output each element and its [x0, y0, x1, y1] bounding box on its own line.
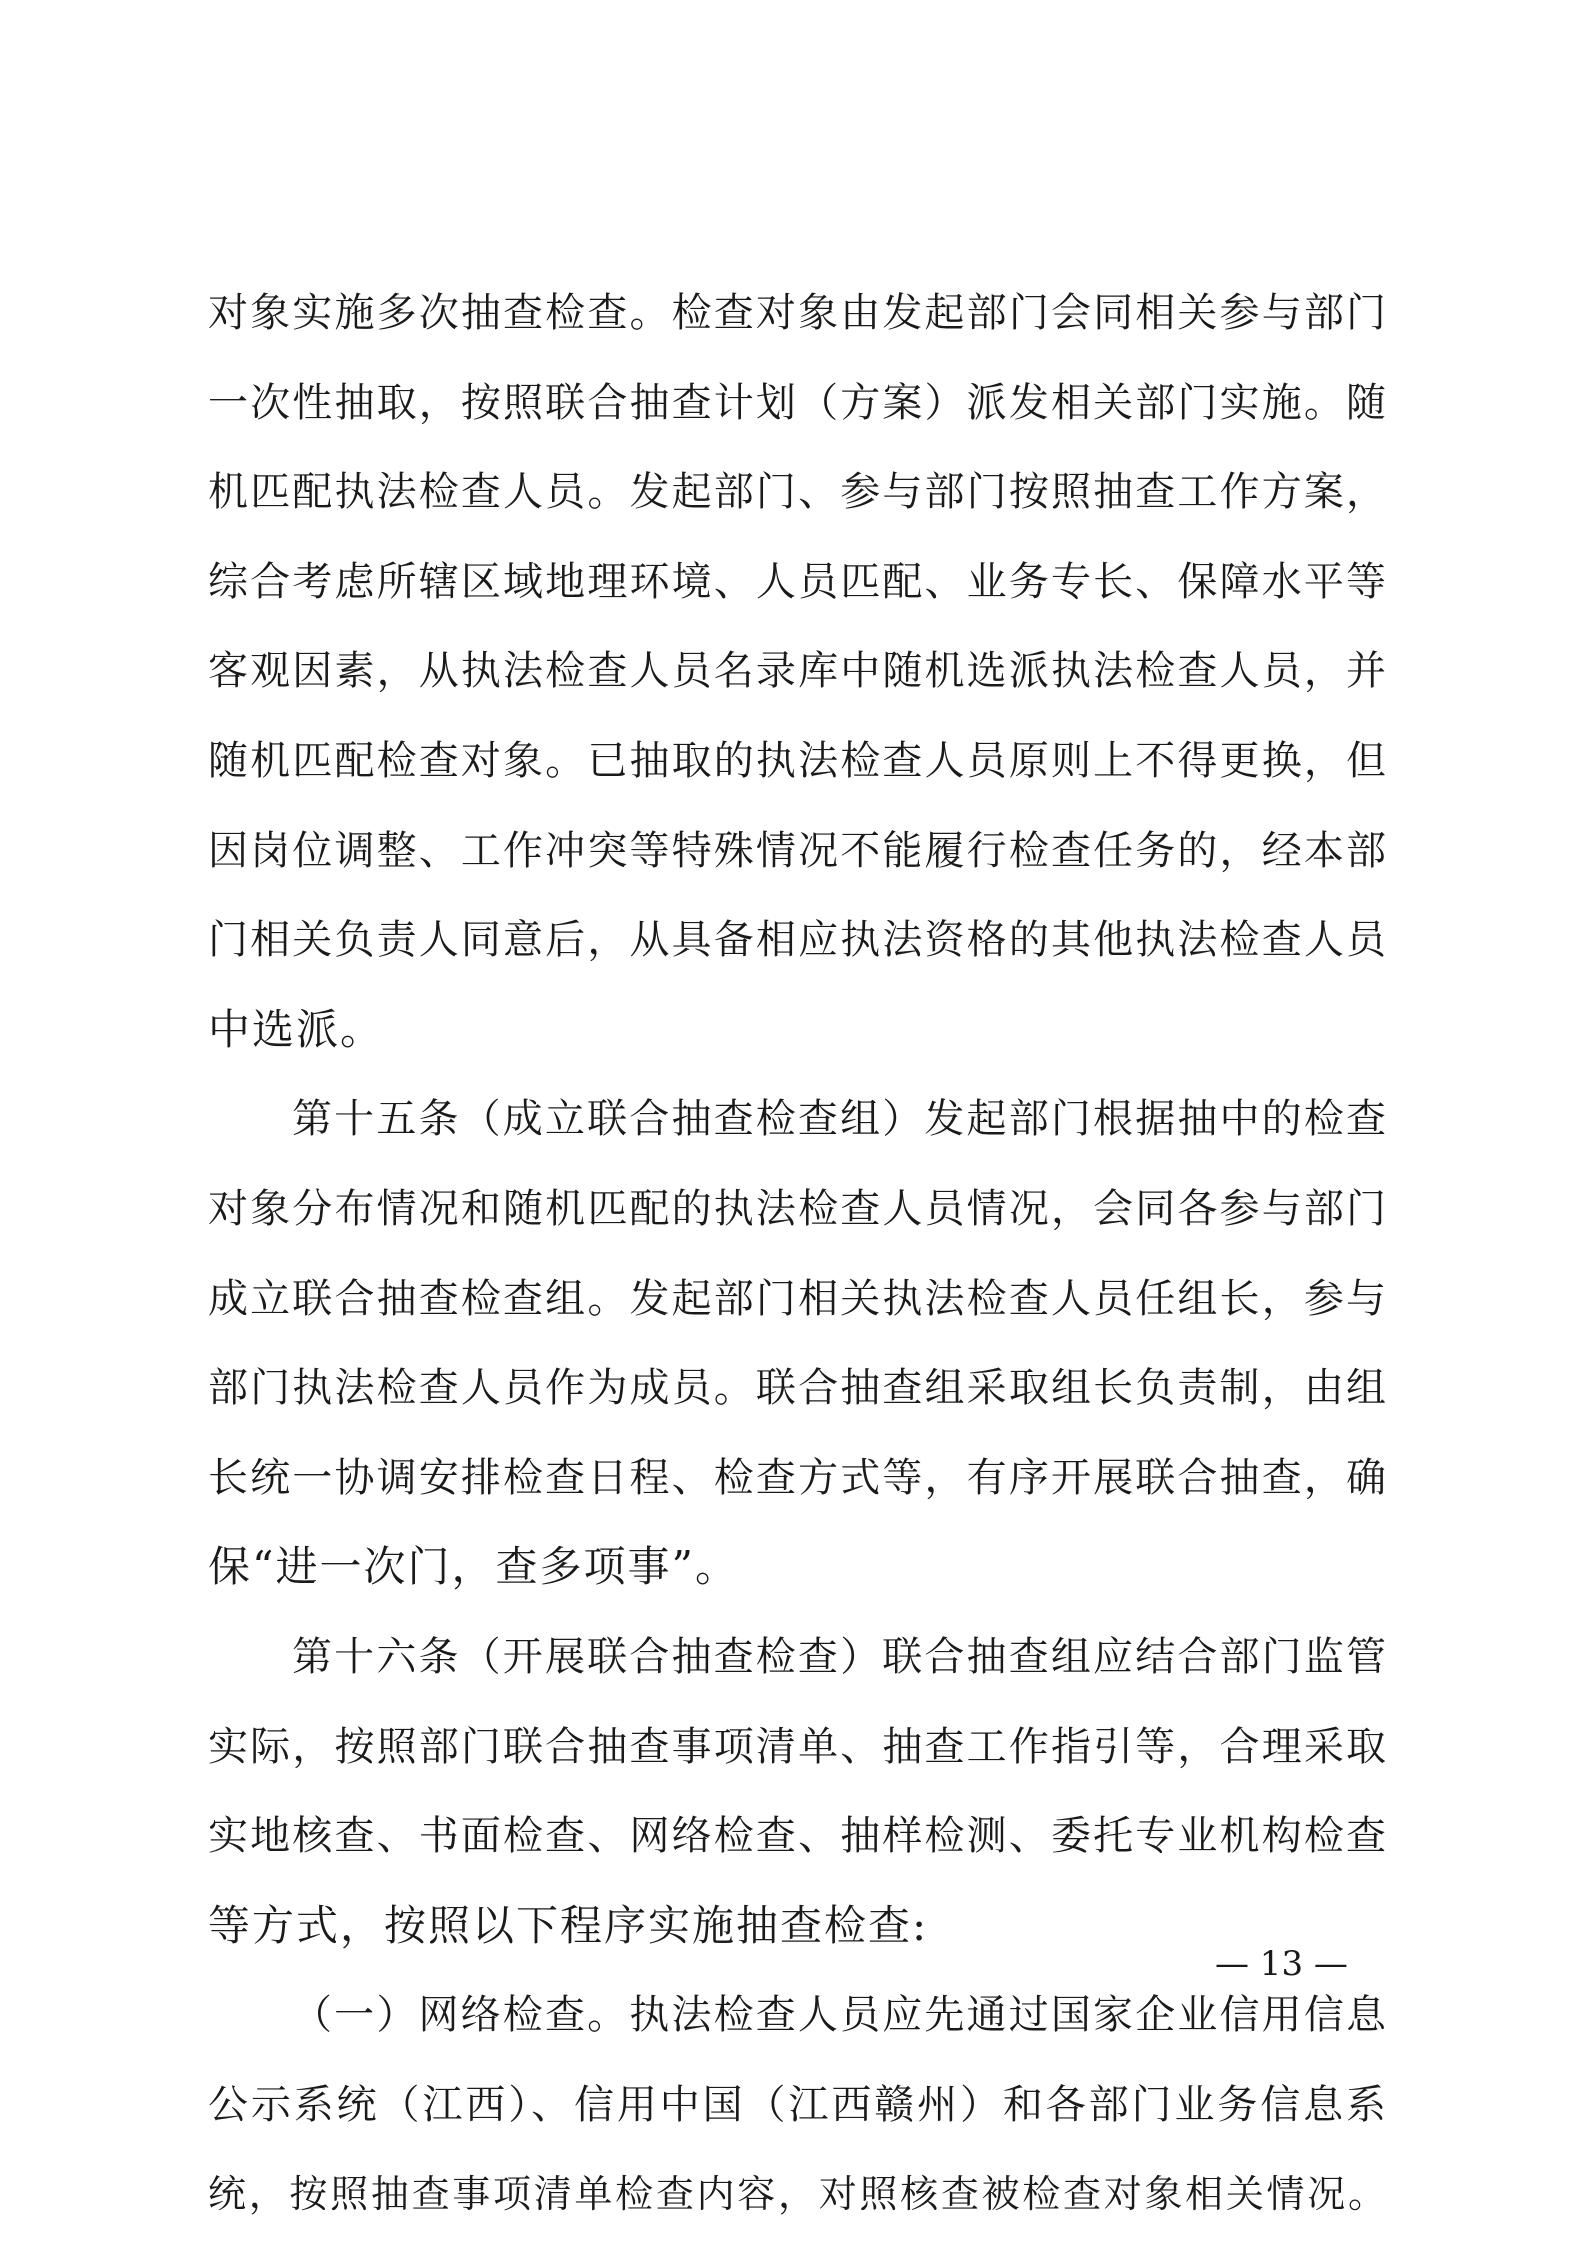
paragraph-article-15 [208, 1089, 1388, 1627]
text-line: 等方式，按照以下程序实施抽查检查: [208, 1900, 929, 1950]
text-line: 对象实施多次抽查检查。检查对象由发起部门会同相关参与部门 [208, 290, 1388, 336]
text-line: 公示系统（江西）、信用中国（江西赣州）和各部门业务信息系 [208, 2081, 1388, 2128]
text-line: 因岗位调整、工作冲突等特殊情况不能履行检查任务的，经本部 [208, 827, 1388, 874]
body-text [208, 283, 1388, 2254]
text-line: 成立联合抽查检查组。发起部门相关执法检查人员任组长，参与 [208, 1275, 1388, 1322]
text-line: 第十五条（成立联合抽查检查组）发起部门根据抽中的检查 [292, 1096, 1388, 1143]
page-number: — 13 — [1215, 1944, 1348, 1984]
text-line: 实地核查、书面检查、网络检查、抽样检测、委托专业机构检查 [208, 1813, 1388, 1860]
paragraph-article-16 [208, 1627, 1388, 1985]
text-line: 对象分布情况和随机匹配的执法检查人员情况，会同各参与部门 [208, 1185, 1388, 1232]
text-line: 客观因素，从执法检查人员名录库中随机选派执法检查人员，并 [208, 648, 1388, 695]
text-line: 机匹配执法检查人员。发起部门、参与部门按照抽查工作方案， [208, 469, 1388, 516]
text-line: 中选派。 [208, 1004, 385, 1054]
text-line: 一次性抽取，按照联合抽查计划（方案）派发相关部门实施。随 [208, 379, 1388, 426]
text-line: 部门执法检查人员作为成员。联合抽查组采取组长负责制，由组 [208, 1365, 1388, 1412]
text-line: 统，按照抽查事项清单检查内容，对照核查被检查对象相关情况。 [208, 2172, 1388, 2217]
text-line: 保“进一次门，查多项事”。 [208, 1542, 739, 1592]
text-line: 实际，按照部门联合抽查事项清单、抽查工作指引等，合理采取 [208, 1723, 1388, 1770]
text-line: 综合考虑所辖区域地理环境、人员匹配、业务专长、保障水平等 [208, 558, 1388, 605]
text-line: 门相关负责人同意后，从具备相应执法资格的其他执法检查人员 [208, 917, 1388, 964]
text-line: 长统一协调安排检查日程、检查方式等，有序开展联合抽查，确 [208, 1454, 1388, 1501]
paragraph-continuation [208, 283, 1388, 1089]
text-line: 随机匹配检查对象。已抽取的执法检查人员原则上不得更换，但 [208, 737, 1388, 784]
text-line: （一）网络检查。执法检查人员应先通过国家企业信用信息 [292, 1992, 1388, 2039]
text-line: 第十六条（开展联合抽查检查）联合抽查组应结合部门监管 [292, 1633, 1388, 1680]
paragraph-item-1 [208, 1985, 1388, 2254]
